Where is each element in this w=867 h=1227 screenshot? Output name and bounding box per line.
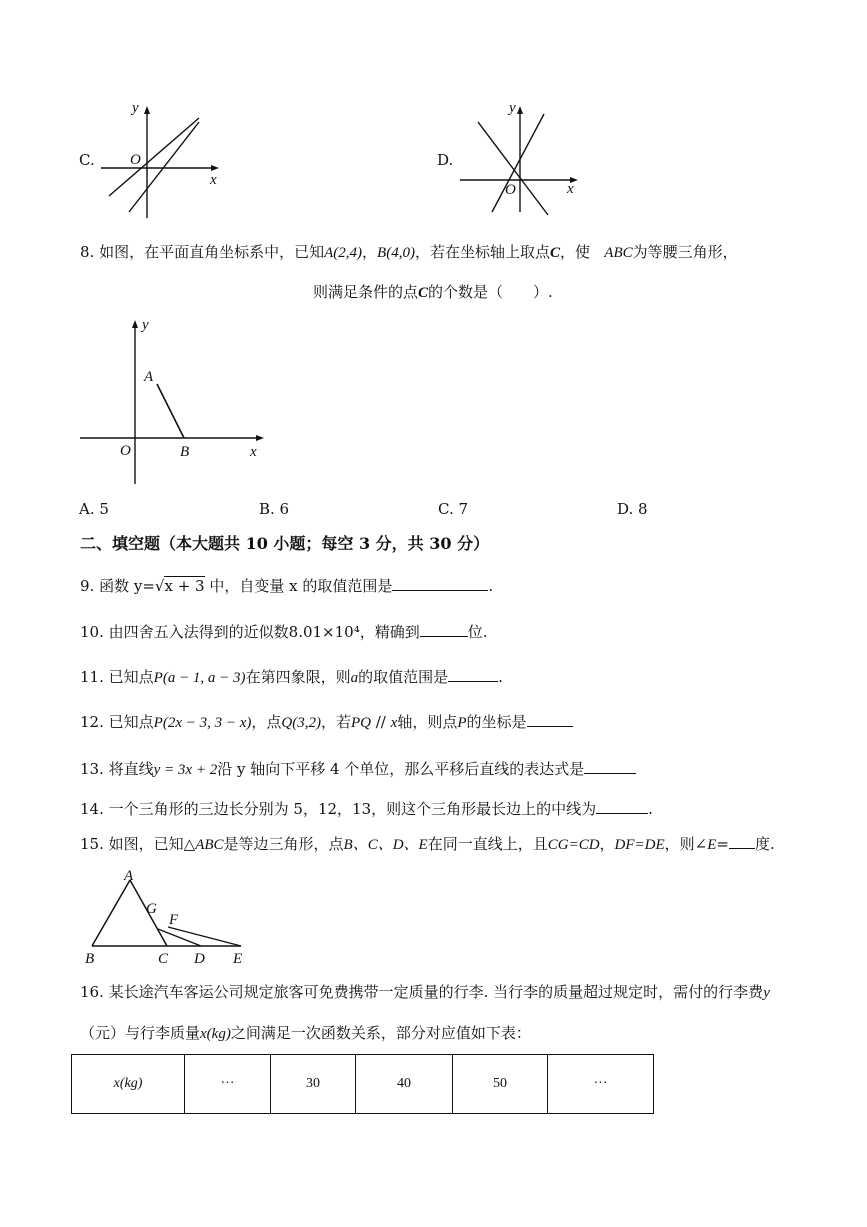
- q13-text-a: 将直线: [108, 760, 154, 778]
- q12-answer-blank[interactable]: [527, 712, 573, 727]
- q12-text-c: ，若: [320, 713, 351, 731]
- q9-text-a: 函数 y=: [99, 577, 155, 595]
- q15-sep: ，: [599, 835, 615, 853]
- q13-number: 13.: [80, 760, 104, 778]
- q8-line2: [313, 283, 553, 302]
- q13-eq: y = 3x + 2: [153, 762, 218, 778]
- q15-f-label: F: [169, 912, 179, 928]
- q15-number: 15.: [80, 835, 104, 853]
- option-d-y-label: y: [509, 100, 516, 116]
- q8-option-a[interactable]: A. 5: [79, 500, 109, 518]
- q8-x-label: x: [250, 444, 257, 460]
- q15-a-label: A: [124, 868, 134, 884]
- q11-text-b: 在第四象限，则: [245, 668, 351, 686]
- q10-number: 10.: [80, 623, 104, 641]
- q8-text-d: 为等腰三角形，: [632, 243, 738, 261]
- q15-text-e: =: [716, 835, 729, 853]
- table-cell: 30: [271, 1055, 356, 1114]
- q12-p: P: [457, 715, 467, 731]
- q8-a-label: A: [144, 369, 154, 385]
- q14-answer-blank[interactable]: [596, 799, 648, 814]
- q12-text-a: 已知点: [108, 713, 154, 731]
- table-cell: 40: [356, 1055, 453, 1114]
- q12-text-e: 轴，则点: [397, 713, 458, 731]
- q15-text-d: ，则∠: [664, 835, 708, 853]
- option-c-origin-label: O: [130, 152, 141, 168]
- table-cell: ···: [185, 1055, 271, 1114]
- q8-abc: ABC: [604, 245, 633, 261]
- q12-text-d: //: [370, 713, 391, 731]
- q10-value: 8.01×10⁴: [288, 623, 360, 641]
- q15-text-a: 如图，已知△: [108, 835, 196, 853]
- q8-line2-b: 的个数是（ ）.: [428, 283, 553, 301]
- q8-option-b[interactable]: B. 6: [259, 500, 290, 518]
- table-cell: x(kg): [72, 1055, 185, 1114]
- q15: [80, 834, 775, 854]
- option-d-origin-label: O: [505, 182, 516, 198]
- q16-line2-b: 之间满足一次函数关系，部分对应值如下表：: [230, 1024, 531, 1042]
- q15-abc: ABC: [195, 837, 224, 853]
- option-d-label[interactable]: D.: [437, 151, 454, 169]
- option-c-y-label: y: [132, 100, 139, 116]
- q11: [80, 667, 503, 687]
- q8-point-c: C: [549, 245, 560, 261]
- q8-text-b: ，若在坐标轴上取点: [414, 243, 550, 261]
- option-d-graph: [456, 100, 586, 225]
- q12-point-q: Q(3,2): [281, 715, 321, 731]
- q8-sep: ，: [362, 243, 378, 261]
- q16-y: y: [763, 985, 770, 1001]
- q11-var: a: [350, 670, 359, 686]
- q15-d-label: D: [194, 951, 205, 967]
- q8-figure: [76, 312, 276, 492]
- q15-text-f: 度.: [755, 835, 775, 853]
- q10-text-b: ，精确到: [359, 623, 420, 641]
- q10-text-c: 位.: [467, 623, 488, 641]
- q15-text-c: 在同一直线上，且: [427, 835, 548, 853]
- q14-text-a: 一个三角形的三边长分别为 5，12，13，则这个三角形最长边上的中线为: [108, 800, 597, 818]
- q9-answer-blank[interactable]: [392, 576, 488, 591]
- q8-b-label: B: [180, 444, 190, 460]
- q15-eq1: CG=CD: [547, 837, 600, 853]
- q12: [80, 712, 573, 732]
- q10: [80, 622, 488, 641]
- option-c-graph: [95, 100, 225, 225]
- q16-line2-a: （元）与行李质量: [80, 1024, 201, 1042]
- option-d-x-label: x: [567, 181, 574, 197]
- q12-text-b: ，点: [251, 713, 282, 731]
- q8-point-a: A(2,4): [324, 245, 363, 261]
- q12-number: 12.: [80, 713, 104, 731]
- q12-pq: PQ: [350, 715, 371, 731]
- q13-answer-blank[interactable]: [584, 759, 636, 774]
- q16-number: 16.: [80, 983, 104, 1001]
- q8-option-c[interactable]: C. 7: [438, 500, 469, 518]
- q11-end: .: [498, 668, 503, 686]
- q8-text-a: 如图，在平面直角坐标系中，已知: [99, 243, 325, 261]
- table-cell: 50: [453, 1055, 548, 1114]
- q14-end: .: [648, 800, 653, 818]
- table-cell: ···: [548, 1055, 654, 1114]
- q9-text-b: 中，自变量 x 的取值范围是: [209, 577, 393, 595]
- q15-points: B、C、D、E: [343, 837, 428, 853]
- q14-number: 14.: [80, 800, 104, 818]
- q15-b-label: B: [85, 951, 95, 967]
- q9-radicand: x + 3: [164, 577, 205, 595]
- q16-table: [71, 1054, 654, 1114]
- q12-x: x: [390, 715, 398, 731]
- q15-figure: [80, 866, 260, 966]
- q9: [80, 576, 493, 595]
- q12-point-p: P(2x − 3, 3 − x): [153, 715, 252, 731]
- q8-y-label: y: [142, 317, 149, 333]
- q16-line1: [80, 983, 770, 1002]
- q9-number: 9.: [80, 577, 95, 595]
- q11-text-c: 的取值范围是: [358, 668, 449, 686]
- q9-sqrt: √x + 3: [154, 577, 205, 595]
- q10-answer-blank[interactable]: [420, 622, 468, 637]
- q8-point-b: B(4,0): [377, 245, 415, 261]
- q14: [80, 799, 653, 818]
- option-c-x-label: x: [210, 172, 217, 188]
- q15-g-label: G: [146, 901, 157, 917]
- q8-line2-c: C: [418, 285, 429, 301]
- q11-point: P(a − 1, a − 3): [153, 670, 246, 686]
- q16-line1-text: 某长途汽车客运公司规定旅客可免费携带一定质量的行李. 当行李的质量超过规定时，需付的行李费: [108, 983, 764, 1001]
- option-c-label[interactable]: C.: [79, 151, 95, 169]
- q9-end: .: [488, 577, 494, 595]
- q11-text-a: 已知点: [108, 668, 154, 686]
- q13: [80, 759, 636, 779]
- q10-text-a: 由四舍五入法得到的近似数: [108, 623, 289, 641]
- q8-option-d[interactable]: D. 8: [617, 500, 648, 518]
- q8-text-c: ，使: [559, 243, 590, 261]
- q12-text-f: 的坐标是: [466, 713, 527, 731]
- q11-number: 11.: [80, 668, 104, 686]
- q8-line2-a: 则满足条件的点: [313, 283, 419, 301]
- q16-line2: [80, 1024, 531, 1043]
- q8-line1: [80, 243, 738, 262]
- q15-e: E: [707, 837, 717, 853]
- q13-text-b: 沿 y 轴向下平移 4 个单位，那么平移后直线的表达式是: [217, 760, 585, 778]
- q11-answer-blank[interactable]: [448, 667, 498, 682]
- q15-answer-blank[interactable]: [729, 834, 755, 849]
- q8-o-label: O: [120, 443, 131, 459]
- q8-number: 8.: [80, 243, 95, 261]
- q15-eq2: DF=DE: [614, 837, 665, 853]
- table-row: [72, 1055, 654, 1114]
- q15-text-b: 是等边三角形，点: [223, 835, 344, 853]
- q15-e-label: E: [233, 951, 243, 967]
- q16-x-kg: x(kg): [200, 1026, 231, 1042]
- section-2-title: 二、填空题（本大题共 10 小题；每空 3 分，共 30 分）: [80, 534, 490, 553]
- q15-c-label: C: [158, 951, 169, 967]
